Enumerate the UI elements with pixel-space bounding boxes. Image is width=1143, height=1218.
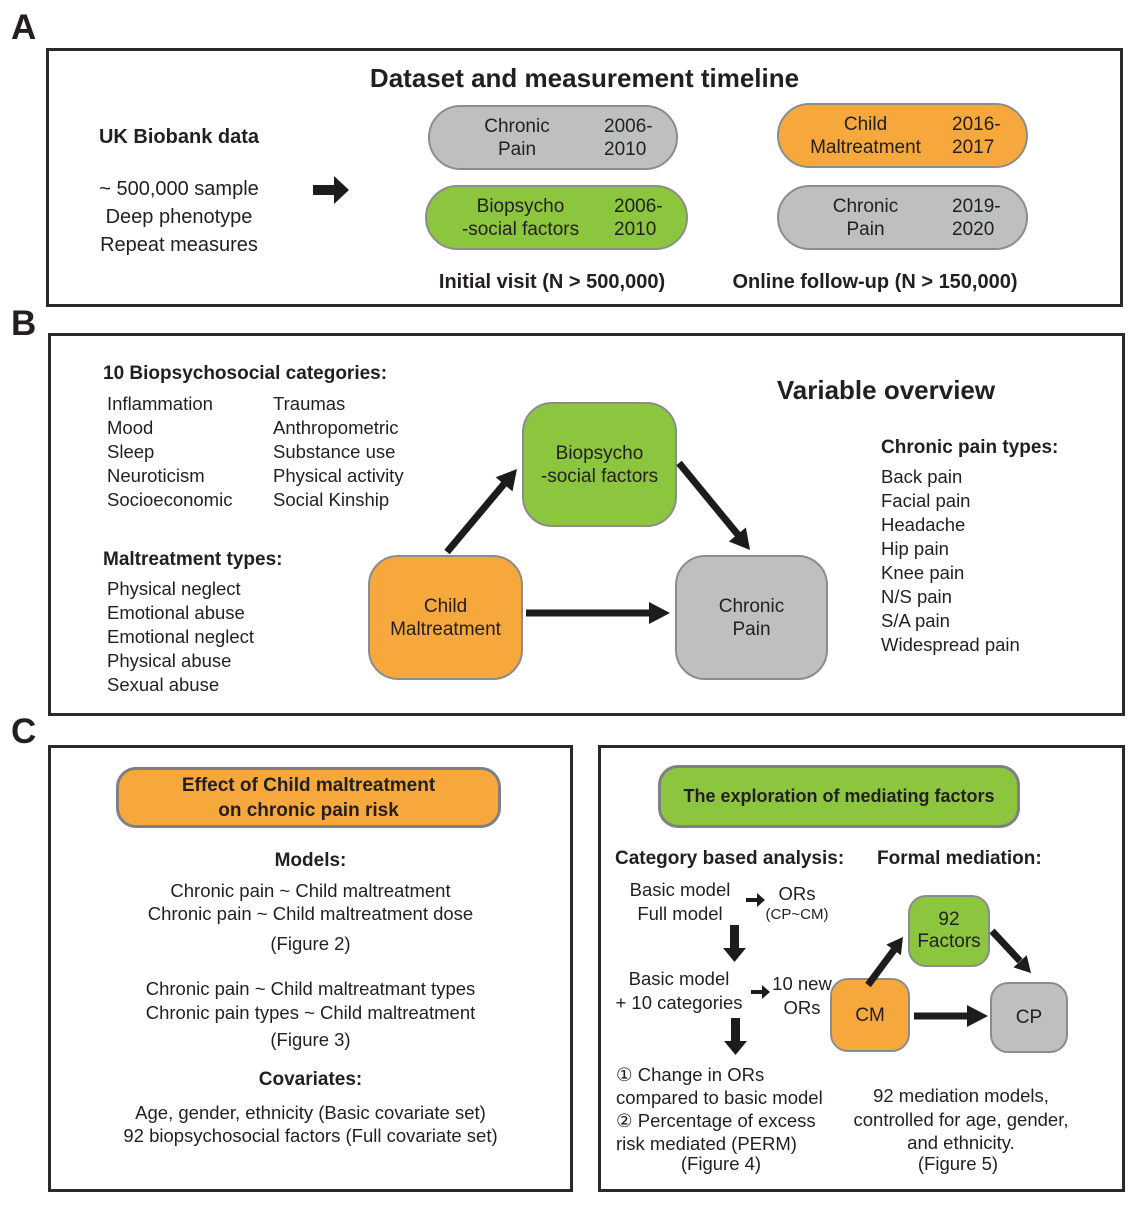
panel-c-label: C: [11, 712, 37, 751]
list-item: Sexual abuse: [107, 674, 220, 695]
maltreatment-types-list: [107, 577, 254, 697]
figure3-ref: (Figure 3): [270, 1029, 351, 1050]
models-block-1: Chronic pain ~ Child maltreatment Chronic pain ~ Child maltreatment dose: [147, 880, 474, 924]
panel-b-label: B: [11, 304, 37, 343]
pill-chronic-pain-followup: [777, 185, 1028, 250]
uk-biobank-details: [59, 175, 299, 259]
list-item: Anthropometric: [273, 417, 399, 438]
list-item: Hip pain: [881, 538, 949, 559]
covariates-block: Age, gender, ethnicity (Basic covariate set) 92 biopsychosocial factors (Full covariate set): [123, 1102, 498, 1146]
node-biopsychosocial: Biopsycho -social factors: [522, 402, 677, 527]
panel-c-left-effects: [48, 745, 573, 1192]
pill-chronic-pain-initial-name: Chronic Pain: [484, 115, 550, 160]
node-chronic-pain: Chronic Pain: [675, 555, 828, 680]
pill-child-maltreatment-name: Child Maltreatment: [810, 113, 921, 158]
list-item: Widespread pain: [881, 634, 1020, 655]
step2-result: 10 new ORs: [772, 973, 832, 1018]
list-item: Mood: [107, 417, 154, 438]
list-item: Substance use: [273, 441, 396, 462]
panel-b-title: Variable overview: [776, 375, 996, 405]
panel-a-timeline: [46, 48, 1123, 307]
category-outcomes: ① Change in ORs compared to basic model ② Percentage of excess risk mediated (PERM): [616, 1064, 823, 1154]
list-item: Social Kinship: [273, 489, 390, 510]
step2-models: Basic model + 10 categories: [615, 968, 743, 1013]
step1-models: Basic model Full model: [629, 879, 731, 924]
list-item: Back pain: [881, 466, 963, 487]
pill-chronic-pain-followup-years: 2019- 2020: [952, 195, 1001, 240]
pill-biopsychosocial-name: Biopsycho -social factors: [461, 195, 580, 240]
pill-chronic-pain-initial: [428, 105, 678, 170]
list-item: Headache: [881, 514, 966, 535]
effect-header-pill: Effect of Child maltreatment on chronic pain risk: [116, 767, 501, 828]
figure4-ref: (Figure 4): [680, 1153, 762, 1174]
deep-phenotype-line: Deep phenotype: [105, 206, 253, 228]
sample-size-line: ~ 500,000 sample: [99, 178, 259, 200]
panel-a-title: Dataset and measurement timeline: [369, 63, 800, 93]
figure5-ref: (Figure 5): [917, 1153, 999, 1174]
list-item: Sleep: [107, 441, 155, 462]
online-followup-caption: Online follow-up (N > 150,000): [732, 271, 1018, 293]
panel-b-variables: [48, 333, 1125, 716]
list-item: Physical activity: [273, 465, 404, 486]
initial-visit-caption: Initial visit (N > 500,000): [438, 271, 666, 293]
list-item: Socioeconomic: [107, 489, 233, 510]
models-block-2: Chronic pain ~ Child maltreatmant types Chronic pain types ~ Child maltreatment: [145, 978, 476, 1023]
panel-c-right-mediation: [598, 745, 1125, 1192]
chronic-pain-types-heading: Chronic pain types:: [881, 437, 1059, 458]
list-item: Physical abuse: [107, 650, 232, 671]
chronic-pain-types-list: [881, 465, 1020, 657]
node-cp: CP: [990, 982, 1068, 1053]
node-child-maltreatment: Child Maltreatment: [368, 555, 523, 680]
category-analysis-heading: Category based analysis:: [615, 848, 845, 869]
bps-categories-col1: [107, 392, 232, 512]
formal-mediation-heading: Formal mediation:: [877, 848, 1042, 869]
list-item: Physical neglect: [107, 578, 241, 599]
pill-biopsychosocial-years: 2006- 2010: [614, 195, 663, 240]
list-item: Facial pain: [881, 490, 971, 511]
pill-biopsychosocial: [425, 185, 688, 250]
repeat-measures-line: Repeat measures: [100, 234, 258, 256]
mediation-header-pill: The exploration of mediating factors: [658, 765, 1020, 828]
models-heading: Models:: [274, 850, 347, 871]
pill-child-maltreatment: [777, 103, 1028, 168]
figure2-ref: (Figure 2): [270, 933, 351, 954]
list-item: Neuroticism: [107, 465, 205, 486]
mediation-note: 92 mediation models, controlled for age, gender, and ethnicity.: [853, 1085, 1069, 1153]
pill-chronic-pain-followup-name: Chronic Pain: [832, 195, 899, 240]
node-92-factors: 92 Factors: [908, 895, 990, 967]
bps-categories-heading: 10 Biopsychosocial categories:: [103, 363, 388, 384]
list-item: N/S pain: [881, 586, 952, 607]
uk-biobank-heading: UK Biobank data: [98, 126, 260, 148]
node-cm: CM: [830, 978, 910, 1052]
maltreatment-types-heading: Maltreatment types:: [103, 549, 283, 570]
list-item: Knee pain: [881, 562, 965, 583]
bps-categories-col2: [273, 392, 404, 512]
list-item: Inflammation: [107, 393, 213, 414]
pill-chronic-pain-initial-years: 2006- 2010: [604, 115, 653, 160]
list-item: S/A pain: [881, 610, 950, 631]
pill-child-maltreatment-years: 2016- 2017: [952, 113, 1001, 158]
list-item: Emotional neglect: [107, 626, 255, 647]
step1-result: ORs (CP~CM): [765, 883, 829, 923]
list-item: Traumas: [273, 393, 346, 414]
covariates-heading: Covariates:: [258, 1069, 363, 1090]
list-item: Emotional abuse: [107, 602, 245, 623]
panel-a-label: A: [11, 8, 37, 47]
